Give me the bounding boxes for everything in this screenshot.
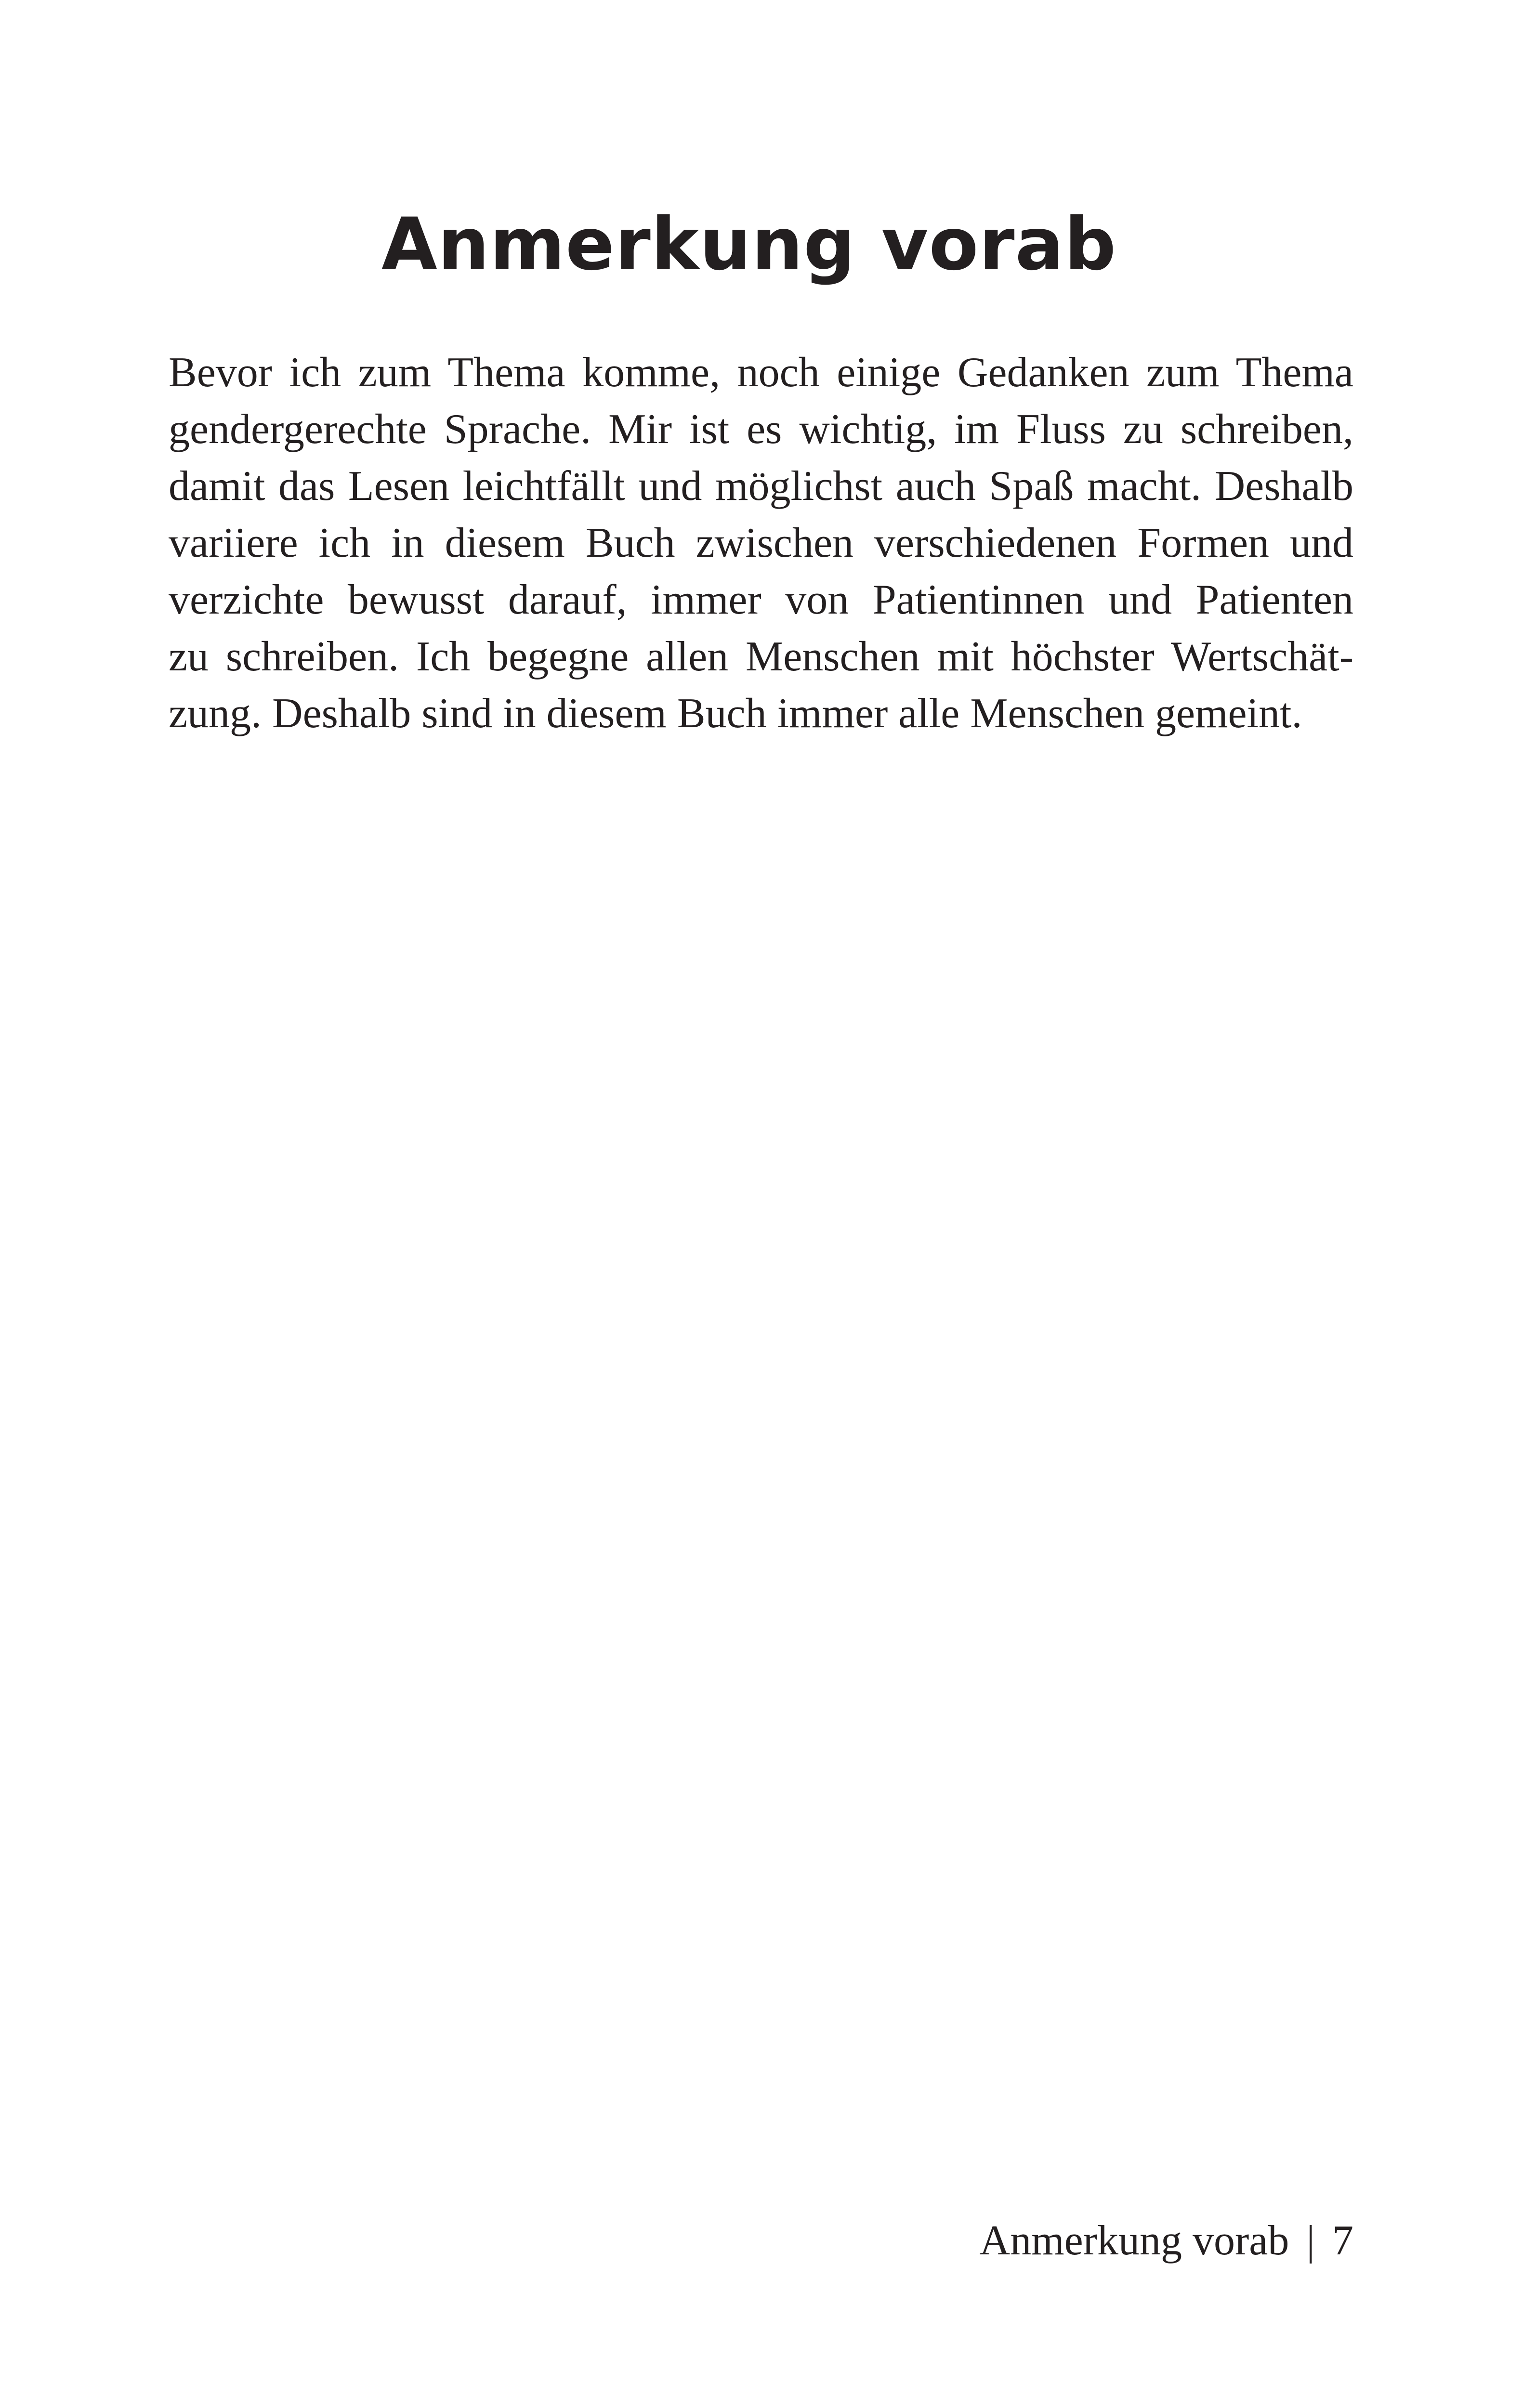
body-paragraph <box>169 344 1353 742</box>
paragraph-line: variiere ich in diesem Buch zwischen verschiedenen Formen und <box>169 520 1353 566</box>
paragraph-line: zu schreiben. Ich begegne allen Menschen mit höchster Wertschät- <box>169 633 1353 680</box>
running-footer <box>980 2215 1353 2266</box>
paragraph-line: damit das Lesen leichtfällt und möglichst auch Spaß macht. Deshalb <box>169 463 1353 510</box>
paragraph-line: zung. Deshalb sind in diesem Buch immer alle Menschen gemeint. <box>169 690 1302 737</box>
paragraph-line: gendergerechte Sprache. Mir ist es wichtig, im Fluss zu schreiben, <box>169 406 1353 453</box>
paragraph-line: Bevor ich zum Thema komme, noch einige Gedanken zum Thema <box>169 349 1353 396</box>
running-footer-title: Anmerkung vorab <box>979 2217 1289 2264</box>
paragraph-line: verzichte bewusst darauf, immer von Patientinnen und Patienten <box>169 576 1353 623</box>
footer-separator: | <box>1306 2217 1315 2264</box>
chapter-title: Anmerkung vorab <box>381 203 1117 287</box>
page-number: 7 <box>1332 2217 1353 2264</box>
